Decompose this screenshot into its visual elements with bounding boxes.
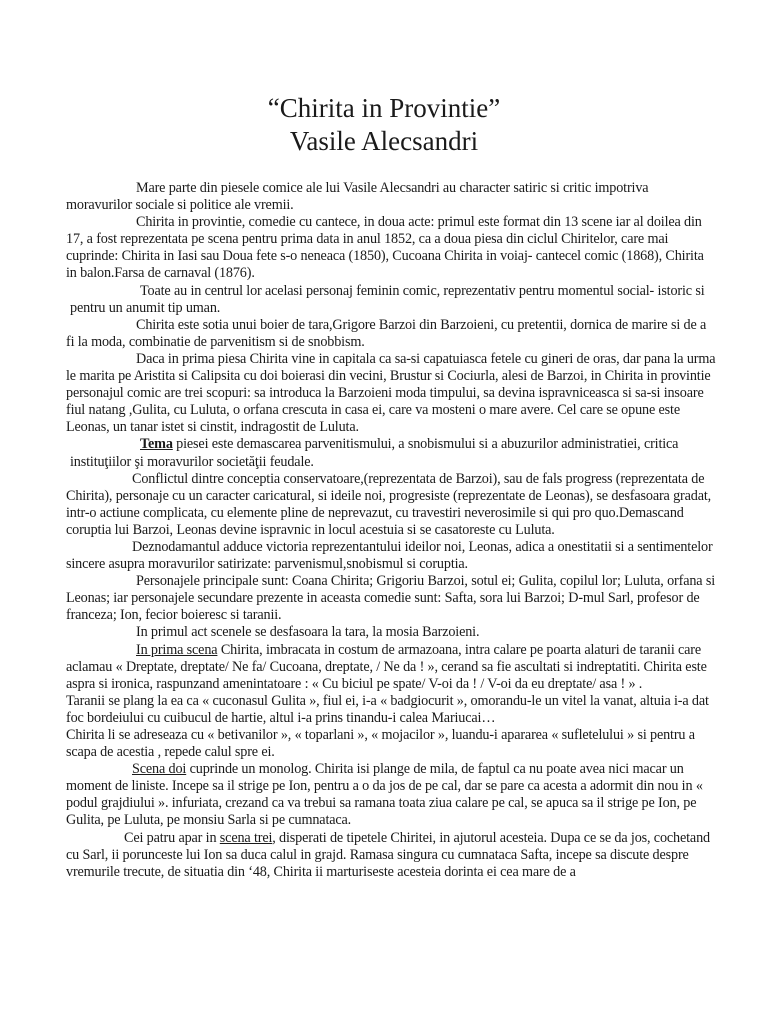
paragraph-intro: Mare parte din piesele comice ale lui Vasile Alecsandri au character satiric si critic impotriva moravurilor sociale si politice ale vremii. bbox=[66, 180, 649, 214]
paragraph-characters: Personajele principale sunt: Coana Chirita; Grigoriu Barzoi, sotul ei; Gulita, copilul lor; Luluta, orfana si Leonas; iar personajele secundare prezente in aceasta comedie sunt: Safta, sora lui Barzoi; D-mul Sarl, profesor de franceza; Ion, fecior boieresc si taranii. bbox=[66, 573, 715, 624]
document-body bbox=[66, 180, 716, 881]
title-line-1: “Chirita in Provintie” bbox=[267, 93, 501, 123]
paragraph-denouement: Deznodamantul adduce victoria reprezentantului ideilor noi, Leonas, adica a onestitatii si a sentimentelor sincere asupra moravurilor satirizate: parvenismul,snobismul si coruptia. bbox=[66, 538, 713, 573]
scene-one-label: In prima scena bbox=[136, 641, 218, 658]
paragraph-peasants-complaint: Taranii se plang la ea ca « cuconasul Gulita », fiul ei, i-a « badgiocurit », omorandu-le un vitel la vanat, altuia i-a dat foc bordeiului cu cuibucul de hartie, altul i-a prins tinandu-i calea Mariucai… bbox=[66, 692, 709, 726]
paragraph-scene-one bbox=[66, 642, 716, 693]
paragraph-plot-summary: Daca in prima piesa Chirita vine in capitala ca sa-si capatuiasca fetele cu gineri de oras, dar pana la urma le marita pe Aristita si Calipsita cu doi boierasi din vecini, Brustur si Cociurla, alesi de Barzoi, in Chirita in provintie personajul comic are trei scopuri: sa introduca la Barzoieni moda timpului, sa devina ispravniceasca si sa-si insoare fiul natang ,Gulita, cu Luluta, o orfana crescuta in casa ei, care va mosteni o mare avere. Cel care se opune este Leonas, un tanar istet si cinstit, indragostit de Luluta. bbox=[66, 350, 716, 436]
theme-label: Tema bbox=[140, 436, 173, 453]
theme-text: piesei este demascarea parvenitismului, a snobismului si a abuzurilor administratiei, critica instituţiilor şi moravurilor societăţii feudale. bbox=[70, 436, 679, 470]
document-title bbox=[0, 92, 768, 158]
paragraph-theme bbox=[66, 436, 716, 470]
paragraph-act-one: In primul act scenele se desfasoara la tara, la mosia Barzoieni. bbox=[136, 624, 480, 641]
scene-three-text: , disperati de tipetele Chiritei, in ajutorul acesteia. Dupa ce se da jos, cochetand cu Sarl, ii porunceste lui Ion sa duca calul in grajd. Ramasa singura cu cumnataca Safta, incepe sa discute despre vremurile trecute, de situatia din ‘48, Chirita ii marturiseste acesteia dorinta ei cea mare de a bbox=[66, 829, 710, 880]
scene-two-label: Scena doi bbox=[132, 761, 187, 778]
paragraph-play-info: Chirita in provintie, comedie cu cantece, in doua acte: primul este format din 13 scene iar al doilea din 17, a fost reprezentata pe scena pentru prima data in anul 1852, ca a doua piesa din ciclul Chiritelor, care mai cuprinde: Chirita in Iasi sau Doua fete s-o neneaca (1850), Cucoana Chirita in voiaj- cantecel comic (1868), Chirita in balon.Farsa de carnaval (1876). bbox=[66, 214, 704, 282]
paragraph-conflict: Conflictul dintre conceptia conservatoare,(reprezentata de Barzoi), sau de fals progress (reprezentata de Chirita), personaje cu un caracter caricatural, si ideile noi, progresiste (reprezentate de Leonas), se desfasoara gradat, intr-o actiune complicata, cu elemente pline de neprevazut, cu travestiri neverosimile si qui pro quo.Demascand coruptia lui Barzoi, Leonas devine ispravnic in locul acestuia si se casatoreste cu Luluta. bbox=[66, 470, 712, 538]
paragraph-chirita-reply: Chirita li se adreseaza cu « betivanilor », « toparlani », « mojacilor », luandu-i apararea « sufletelului » si pentru a scapa de acestia , repede calul spre ei. bbox=[66, 727, 695, 761]
scene-two-text: cuprinde un monolog. Chirita isi plange de mila, de faptul ca nu poate avea nici macar un moment de liniste. Incepe sa il strige pe Ion, pentru a o da jos de pe cal, dar se pare ca acesta a adormit din nou in « podul grajdiului ». infuriata, crezand ca va trebui sa ramana toata ziua calare pe cal, se apuca sa il strige pe Ion, pe Gulita, pe Luluta, pe monsiu Sarla si pe cumnataca. bbox=[66, 761, 703, 829]
scene-three-intro: Cei patru apar in bbox=[124, 829, 220, 846]
paragraph-scene-two bbox=[66, 761, 716, 829]
title-line-2: Vasile Alecsandri bbox=[289, 126, 479, 156]
paragraph-common-character: Toate au in centrul lor acelasi personaj feminin comic, reprezentativ pentru momentul social- istoric si pentru un anumit tip uman. bbox=[70, 282, 705, 316]
paragraph-scene-three bbox=[66, 830, 716, 881]
paragraph-chirita: Chirita este sotia unui boier de tara,Grigore Barzoi din Barzoieni, cu pretentii, dornica de marire si de a fi la moda, combinatie de parvenitism si de snobbism. bbox=[66, 316, 707, 350]
scene-three-label: scena trei bbox=[219, 829, 273, 846]
scene-one-text: Chirita, imbracata in costum de armazoana, intra calare pe poarta alaturi de taranii care aclamau « Dreptate, dreptate/ Ne fa/ Cucoana, dreptate, / Ne da ! », cerand sa fie ascultati si indreptatiti. Chirita este aspra si ironica, raspunzand amenintatoare : « Cu biciul pe spate/ V-oi da ! / V-oi da eu dreptate/ asa ! » . bbox=[66, 641, 707, 692]
